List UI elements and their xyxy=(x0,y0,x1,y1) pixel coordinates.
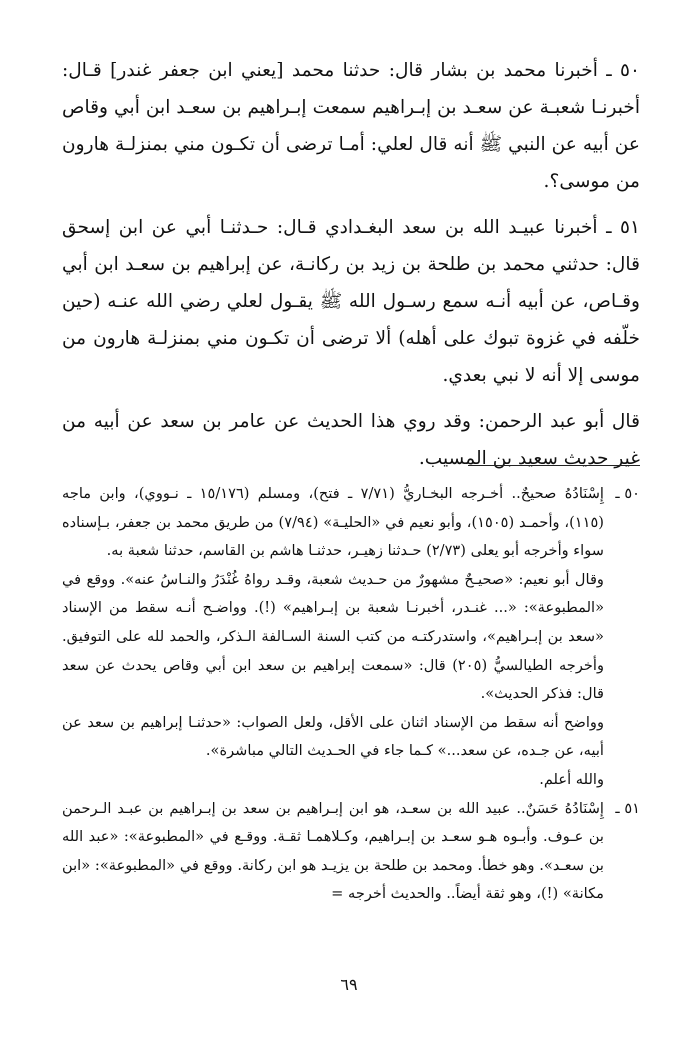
footnote-51 xyxy=(62,795,640,909)
footnotes xyxy=(62,480,640,909)
page-number: ٦٩ xyxy=(340,975,358,994)
footnote-paragraph: إِسْنَادُهُ صحيحٌ.. أخـرجه البخـاريُّ (٧/٧١ ـ فتح)، ومسلم (١٥/١٧٦ ـ نـووي)، وابن ماجه (١١٥)، وأحمـد (١٥٠٥)، وأبو نعيم في «الحليـة» (٧/٩٤) من طريق محمد بن جعفر، بـإسناده سواء وأخرجه أبو يعلى (٢/٧٣) حـدثنا زهيـر، حدثنـا هاشم بن القاسم، حدثنا شعبة به. xyxy=(62,485,604,560)
footnote-body xyxy=(62,480,604,795)
author-comment-paragraph: قال أبو عبد الرحمن: وقد روي هذا الحديث عن عامر بن سعد عن أبيه من غير حديث سعيد بن المسيب. xyxy=(62,411,640,469)
footnote-paragraph: إِسْنَادُهُ حَسَنٌ.. عبيد الله بن سعـد، هو ابن إبـراهيم بن سعد بن إبـراهيم بن عبـد الـرحمن بن عـوف. وأبـوه هـو سعـد بن إبـراهيم، وكـلاهمـا ثقـة. ووقـع في «المطبوعة»: «عبد الله بن سعـد». وهو خطأ. ومحمد بن طلحة بن يزيـد هو ابن ركانة. ووقع في «المطبوعة»: «ابن مكانة» (!)، وهو ثقة أيضاً.. والحديث أخرجه = xyxy=(62,799,604,903)
hadith-51-paragraph: ٥١ ـ أخبرنا عبيـد الله بن سعد البغـدادي قـال: حـدثنـا أبي عن ابن إسحق قال: حدثني محمد بن طلحة بن زيد بن ركانـة، عن إبراهيم بن سعـد ابن أبي وقـاص، عن أبيه أنـه سمع رسـول الله ﷺ يقـول لعلي رضي الله عنـه (حين خلّفه في غزوة تبوك على أهله) ألا ترضى أن تكـون مني بمنزلـة هارون من موسى إلا أنه لا نبي بعدي. xyxy=(62,217,640,386)
footnote-separator xyxy=(468,465,640,466)
footnote-paragraph: والله أعلم. xyxy=(539,770,604,788)
page xyxy=(62,52,640,903)
footnote-paragraph: وواضح أنه سقط من الإسناد اثنان على الأقل، ولعل الصواب: «حدثنـا إبراهيم بن سعد عن أبيه، عن جـده، عن سعد...» كـما جاء في الحـديث التالي مباشرة». xyxy=(62,713,604,760)
hadith-50-paragraph: ٥٠ ـ أخبرنا محمد بن بشار قال: حدثنا محمد [يعني ابن جعفر غندر] قـال: أخبرنـا شعبـة عن سعـد بن إبـراهيم سمعت إبـراهيم بن سعـد ابن أبي وقاص عن أبيه عن النبي ﷺ أنه قال لعلي: أمـا ترضى أن تكـون مني بمنزلـة هارون من موسى؟. xyxy=(62,60,640,192)
footnote-number: ٥١ ـ xyxy=(615,799,640,817)
main-text xyxy=(62,52,640,477)
footnote-paragraph: وقال أبو نعيم: «صحيـحٌ مشهورٌ من حـديث شعبة، وقـد رواهُ غُنْدَرُ والنـاسُ عنه». ووقع في «المطبوعة»: «... غنـدر، أخبرنـا شعبة بن إبـراهيم» (!). وواضـح أنـه سقط من الإسناد «سعد بن إبـراهيم»، واستدركتـه من كتب السنة السـالفة الـذكر، والحمد لله على التوفيق. وأخرجه الطيالسيُّ (٢٠٥) قال: «سمعت إبراهيم بن سعد ابن أبي وقاص يحدث عن سعد قال: فذكر الحديث». xyxy=(62,570,605,703)
footnote-body xyxy=(62,795,604,909)
footnote-50 xyxy=(62,480,640,795)
footnote-number: ٥٠ ـ xyxy=(615,485,640,502)
